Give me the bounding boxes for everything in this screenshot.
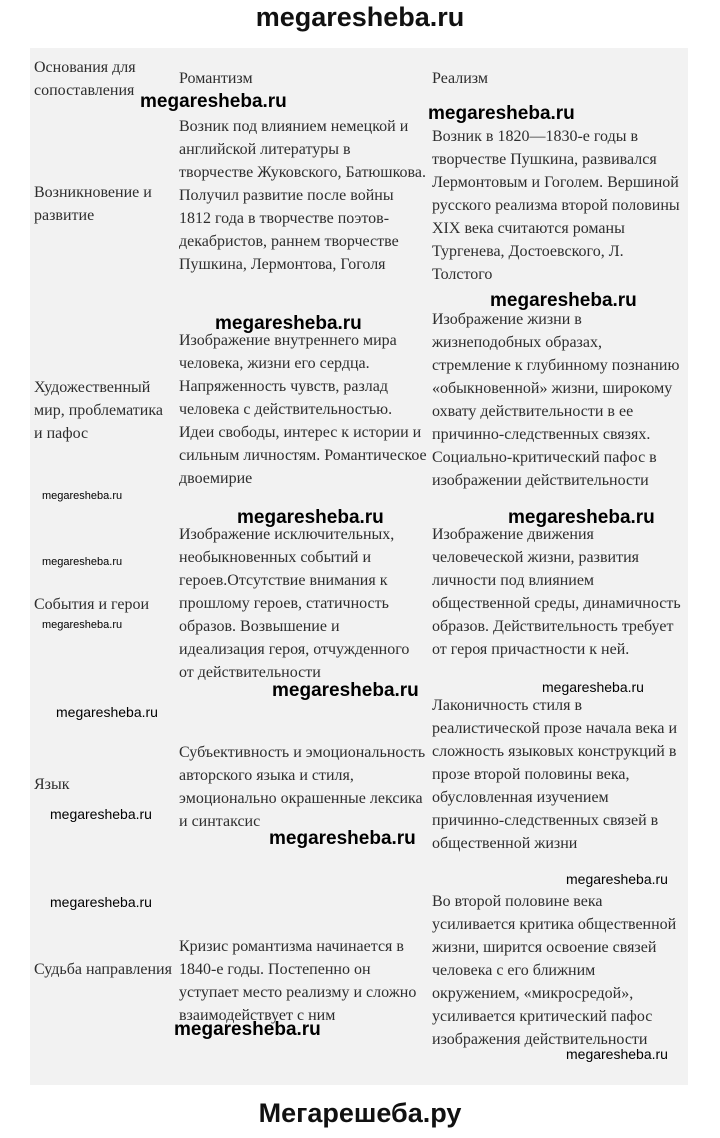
watermark: megaresheba.ru <box>50 806 152 822</box>
row-2-romanticism: Изображение внутреннего мира человека, жизни его сердца. Напряженность чувств, разлад человека с действительностью. Идеи свободы, интерес к истории и сильным личностям. Романтическое двоемирие <box>179 332 427 487</box>
watermark: megaresheba.ru <box>508 507 655 528</box>
header-basis: Основания для сопоставления <box>34 59 136 99</box>
row-2-realism: Изображение жизни в жизнеподобных образах, стремление к глубинному познанию «обыкновенной» жизни, широкому охвату действительности в ее причинно-следственных связях. Социально-критический пафос в изображении действительности <box>432 311 680 489</box>
row-1-romanticism: Возник под влиянием немецкой и английской литературы в творчестве Жуковского, Батюшкова. Получил развитие после войны 1812 года в творчестве поэтов-декабристов, раннем творчестве Пушкина, Лермонтова, Гоголя <box>179 118 426 273</box>
row-1-realism: Возник в 1820—1830-е годы в творчестве Пушкина, развивался Лермонтовым и Гоголем. Вершиной русского реализма второй половины XIX века считаются романы Тургенева, Достоевского, Л. Толстого <box>432 128 680 283</box>
watermark: megaresheba.ru <box>50 894 152 910</box>
watermark: megaresheba.ru <box>42 619 123 631</box>
row-3-romanticism: Изображение исключительных, необыкновенных событий и героев.Отсутствие внимания к прошлому героев, статичность образов. Возвышение и идеализация героя, отчужденного от действительности <box>179 526 410 681</box>
watermark: megaresheba.ru <box>140 91 287 112</box>
watermark: megaresheba.ru <box>566 871 668 887</box>
row-4-realism: Лаконичность стиля в реалистической прозе начала века и сложность языковых конструкций в прозе второй половины века, обусловленная изучением причинно-следственных связей в общественной жизни <box>432 697 678 852</box>
row-4-romanticism: Субъективность и эмоциональность авторского языка и стиля, эмоционально окрашенные лексика и синтаксис <box>179 744 426 830</box>
footer-title: Мегарешеба.ру <box>258 1098 462 1128</box>
watermark: megaresheba.ru <box>272 680 419 701</box>
row-3-realism: Изображение движения человеческой жизни, развития личности под влиянием общественной среды, динамичность образов. Действительность требует от героя причастности к ней. <box>432 526 681 658</box>
header-romanticism: Романтизм <box>179 70 253 87</box>
watermark: megaresheba.ru <box>542 679 644 695</box>
watermark: megaresheba.ru <box>42 556 123 568</box>
watermark: megaresheba.ru <box>269 828 416 849</box>
watermark: megaresheba.ru <box>56 704 158 720</box>
row-1-basis: Возникновение и развитие <box>34 184 152 224</box>
watermark: megaresheba.ru <box>490 290 637 311</box>
watermark: megaresheba.ru <box>174 1019 321 1040</box>
watermark: megaresheba.ru <box>237 507 384 528</box>
watermark: megaresheba.ru <box>428 103 575 124</box>
row-2-basis: Художественный мир, проблематика и пафос <box>34 379 163 442</box>
row-3-basis: События и герои <box>34 596 150 613</box>
site-title: megaresheba.ru <box>255 2 465 32</box>
row-5-basis: Судьба направления <box>34 961 172 978</box>
header-realism: Реализм <box>432 70 488 87</box>
watermark: megaresheba.ru <box>42 490 123 502</box>
watermark: megaresheba.ru <box>215 313 362 334</box>
row-4-basis: Язык <box>34 776 70 793</box>
row-5-romanticism: Кризис романтизма начинается в 1840-е годы. Постепенно он уступает место реализму и сложно взаимодействует с ним <box>179 938 417 1024</box>
row-5-realism: Во второй половине века усиливается критика общественной жизни, ширится освоение связей человека с его ближним окружением, «микросредой», усиливается критический пафос изображения действительности <box>432 893 677 1048</box>
watermark: megaresheba.ru <box>566 1046 668 1062</box>
